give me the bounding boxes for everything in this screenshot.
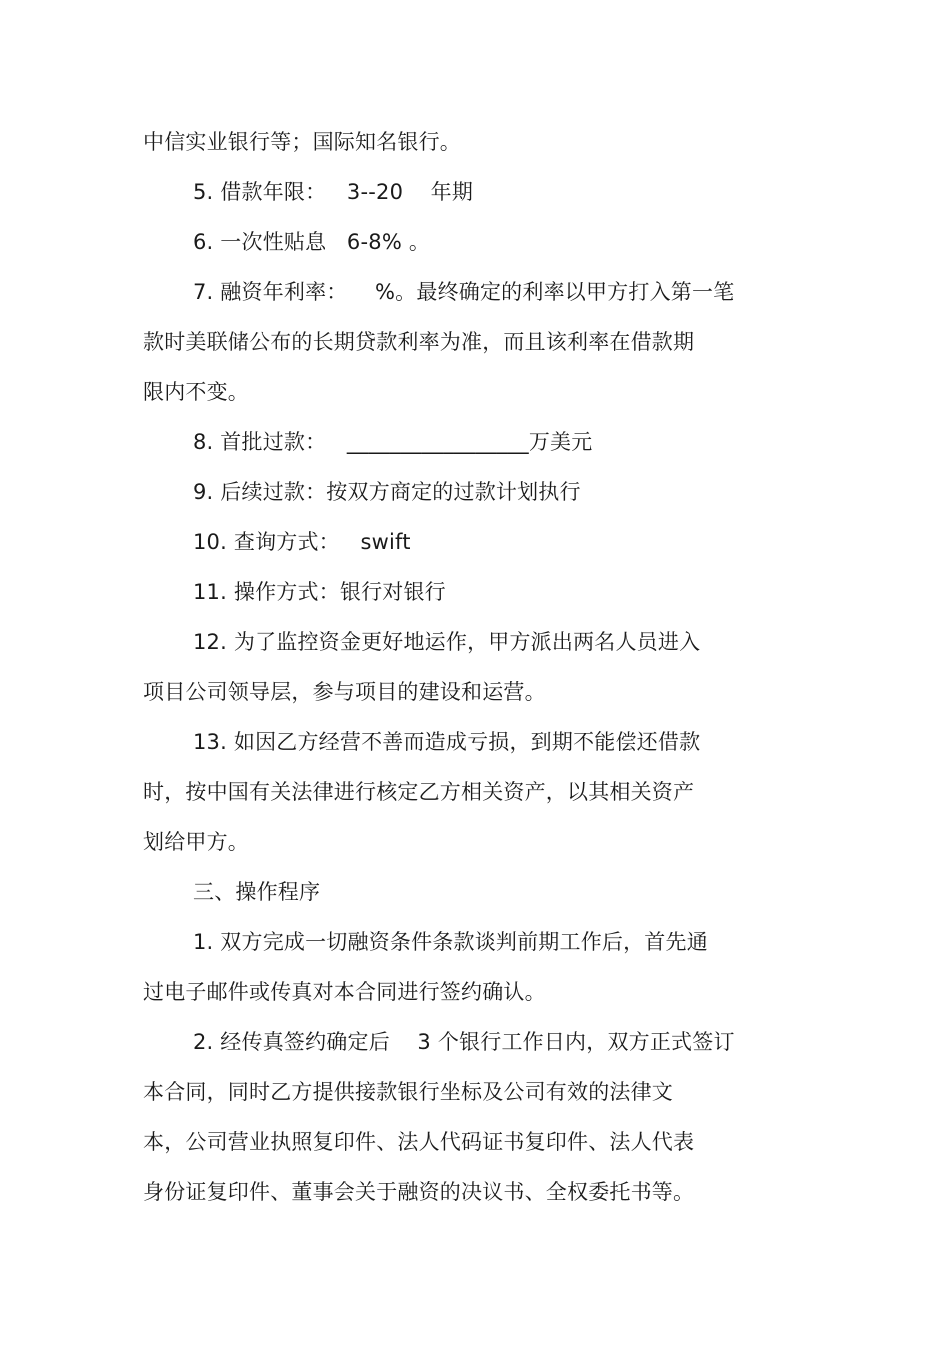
text-line: 本，公司营业执照复印件、法人代码证书复印件、法人代表 (143, 1130, 695, 1154)
clause-first-transfer: 8. 首批过款： _________________万美元 (193, 430, 593, 454)
procedure-step-1: 1. 双方完成一切融资条件条款谈判前期工作后，首先通 (193, 930, 708, 954)
text-line: 身份证复印件、董事会关于融资的决议书、全权委托书等。 (143, 1180, 695, 1204)
text-line: 本合同，同时乙方提供接款银行坐标及公司有效的法律文 (143, 1080, 673, 1104)
clause-loss: 13. 如因乙方经营不善而造成亏损，到期不能偿还借款 (193, 730, 701, 754)
clause-inquiry-method: 10. 查询方式： swift (193, 530, 411, 554)
clause-operation-method: 11. 操作方式：银行对银行 (193, 580, 446, 604)
clause-interest-discount: 6. 一次性贴息 6-8% 。 (193, 230, 431, 254)
text-line: 中信实业银行等；国际知名银行。 (143, 130, 461, 154)
text-line: 时，按中国有关法律进行核定乙方相关资产，以其相关资产 (143, 780, 695, 804)
text-line: 项目公司领导层，参与项目的建设和运营。 (143, 680, 546, 704)
clause-loan-term: 5. 借款年限： 3--20 年期 (193, 180, 474, 204)
text-line: 过电子邮件或传真对本合同进行签约确认。 (143, 980, 546, 1004)
text-line: 限内不变。 (143, 380, 249, 404)
section-heading: 三、操作程序 (193, 880, 321, 904)
clause-monitoring: 12. 为了监控资金更好地运作，甲方派出两名人员进入 (193, 630, 701, 654)
text-line: 款时美联储公布的长期贷款利率为准，而且该利率在借款期 (143, 330, 695, 354)
clause-subsequent-transfer: 9. 后续过款：按双方商定的过款计划执行 (193, 480, 581, 504)
clause-annual-rate: 7. 融资年利率： %。最终确定的利率以甲方打入第一笔 (193, 280, 735, 304)
text-line: 划给甲方。 (143, 830, 249, 854)
procedure-step-2: 2. 经传真签约确定后 3 个银行工作日内，双方正式签订 (193, 1030, 735, 1054)
